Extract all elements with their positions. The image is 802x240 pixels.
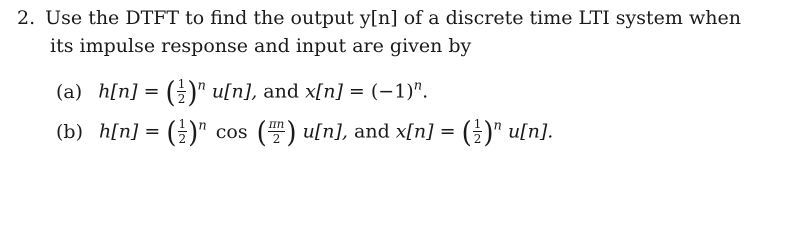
- part-b-h-lhs: h[n]: [99, 120, 139, 143]
- fraction-one-half: $\frac{1}{2}$: [178, 117, 187, 146]
- open-paren: (: [165, 76, 176, 110]
- open-paren: (: [166, 116, 177, 150]
- fraction-one-half: $\frac{1}{2}$: [177, 77, 186, 106]
- part-b-x-lhs: x[n]: [395, 120, 434, 143]
- part-a-x-exponent: n: [413, 78, 423, 94]
- part-b-equals: =: [144, 120, 161, 143]
- part-b-x-equals: =: [439, 120, 456, 143]
- close-paren: ): [286, 116, 297, 150]
- part-b-x-tail: u[n].: [507, 120, 554, 143]
- part-a: [56, 76, 429, 110]
- part-b-label: (b): [56, 120, 83, 143]
- close-paren: ): [483, 116, 494, 150]
- exponent-n: n: [198, 118, 207, 134]
- open-paren: (: [256, 116, 267, 150]
- problem-statement-line1: [17, 6, 741, 30]
- close-paren: ): [187, 76, 198, 110]
- problem-text-line1: Use the DTFT to find the output y[n] of a discrete time LTI system when: [45, 7, 741, 29]
- part-a-equals: =: [143, 80, 160, 103]
- close-paren: ): [188, 116, 199, 150]
- part-a-x-equals: =: [348, 80, 365, 103]
- fraction-pi-n-over-2: $\frac{\pi n}{2}$: [268, 117, 285, 146]
- problem-number: 2.: [17, 7, 36, 29]
- part-a-h-tail: u[n],: [211, 80, 258, 103]
- part-a-period: .: [422, 80, 429, 103]
- cos-function: cos: [215, 120, 248, 143]
- open-paren: (: [461, 116, 472, 150]
- exponent-n: n: [197, 78, 206, 94]
- part-b-and: and: [354, 120, 390, 143]
- part-a-h-lhs: h[n]: [98, 80, 138, 103]
- fraction-one-half: $\frac{1}{2}$: [473, 117, 482, 146]
- exponent-n: n: [493, 118, 502, 134]
- part-a-x-rhs: (−1): [370, 80, 414, 103]
- problem-statement-line2: its impulse response and input are given by: [50, 35, 472, 57]
- part-a-and: and: [263, 80, 300, 103]
- part-a-label: (a): [56, 80, 83, 103]
- part-b: [56, 116, 554, 150]
- part-a-x-lhs: x[n]: [305, 80, 343, 103]
- part-b-h-tail: u[n],: [302, 120, 348, 143]
